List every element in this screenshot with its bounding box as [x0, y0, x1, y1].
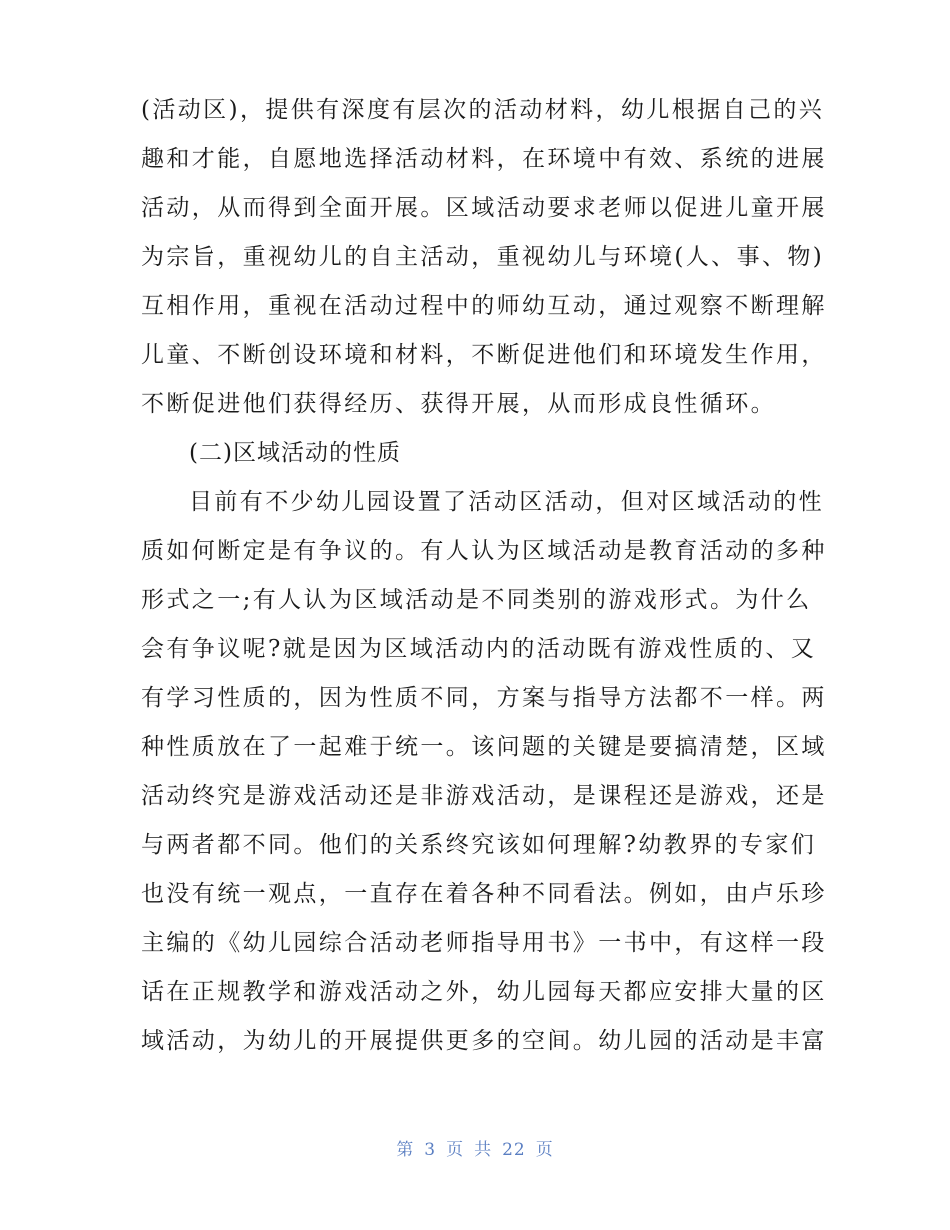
text-line: 也没有统一观点，一直存在着各种不同看法。例如，由卢乐珍	[141, 881, 827, 907]
text-line: 域活动，为幼儿的开展提供更多的空间。幼儿园的活动是丰富	[141, 1028, 827, 1054]
text-line: 种性质放在了一起难于统一。该问题的关键是要搞清楚，区域	[141, 734, 827, 760]
total-label: 共	[474, 1140, 493, 1160]
document-body	[141, 86, 827, 1066]
text-line: 为宗旨，重视幼儿的自主活动，重视幼儿与环境(人、事、物)	[141, 244, 825, 270]
text-line: 有学习性质的，因为性质不同，方案与指导方法都不一样。两	[141, 685, 827, 711]
text-line: 趣和才能，自愿地选择活动材料，在环境中有效、系统的进展	[141, 146, 827, 172]
text-line: 不断促进他们获得经历、获得开展，从而形成良性循环。	[141, 391, 776, 417]
page-label-suffix: 页	[535, 1140, 554, 1160]
total-pages: 22	[502, 1140, 526, 1160]
text-line: 话在正规教学和游戏活动之外，幼儿园每天都应安排大量的区	[141, 979, 827, 1005]
section-heading: (二)区域活动的性质	[189, 440, 401, 466]
text-line: 活动终究是游戏活动还是非游戏活动，是课程还是游戏，还是	[141, 783, 827, 809]
text-line: 活动，从而得到全面开展。区域活动要求老师以促进儿童开展	[141, 195, 827, 221]
text-line: (活动区)，提供有深度有层次的活动材料，幼儿根据自己的兴	[141, 97, 825, 123]
text-line: 会有争议呢?就是因为区域活动内的活动既有游戏性质的、又	[141, 636, 817, 662]
page-label-mid: 页	[446, 1140, 465, 1160]
text-line: 与两者都不同。他们的关系终究该如何理解?幼教界的专家们	[141, 832, 817, 858]
text-line: 主编的《幼儿园综合活动老师指导用书》一书中，有这样一段	[141, 930, 827, 956]
text-line: 互相作用，重视在活动过程中的师幼互动，通过观察不断理解	[141, 293, 827, 319]
text-line: 质如何断定是有争议的。有人认为区域活动是教育活动的多种	[141, 538, 827, 564]
text-line: 形式之一;有人认为区域活动是不同类别的游戏形式。为什么	[141, 587, 812, 613]
page-number: 3	[424, 1140, 437, 1160]
paragraph-first-line: 目前有不少幼儿园设置了活动区活动，但对区域活动的性	[189, 489, 824, 515]
page-footer	[0, 1135, 950, 1160]
page-label-prefix: 第	[396, 1140, 415, 1160]
text-line: 儿童、不断创设环境和材料，不断促进他们和环境发生作用，	[141, 342, 827, 368]
